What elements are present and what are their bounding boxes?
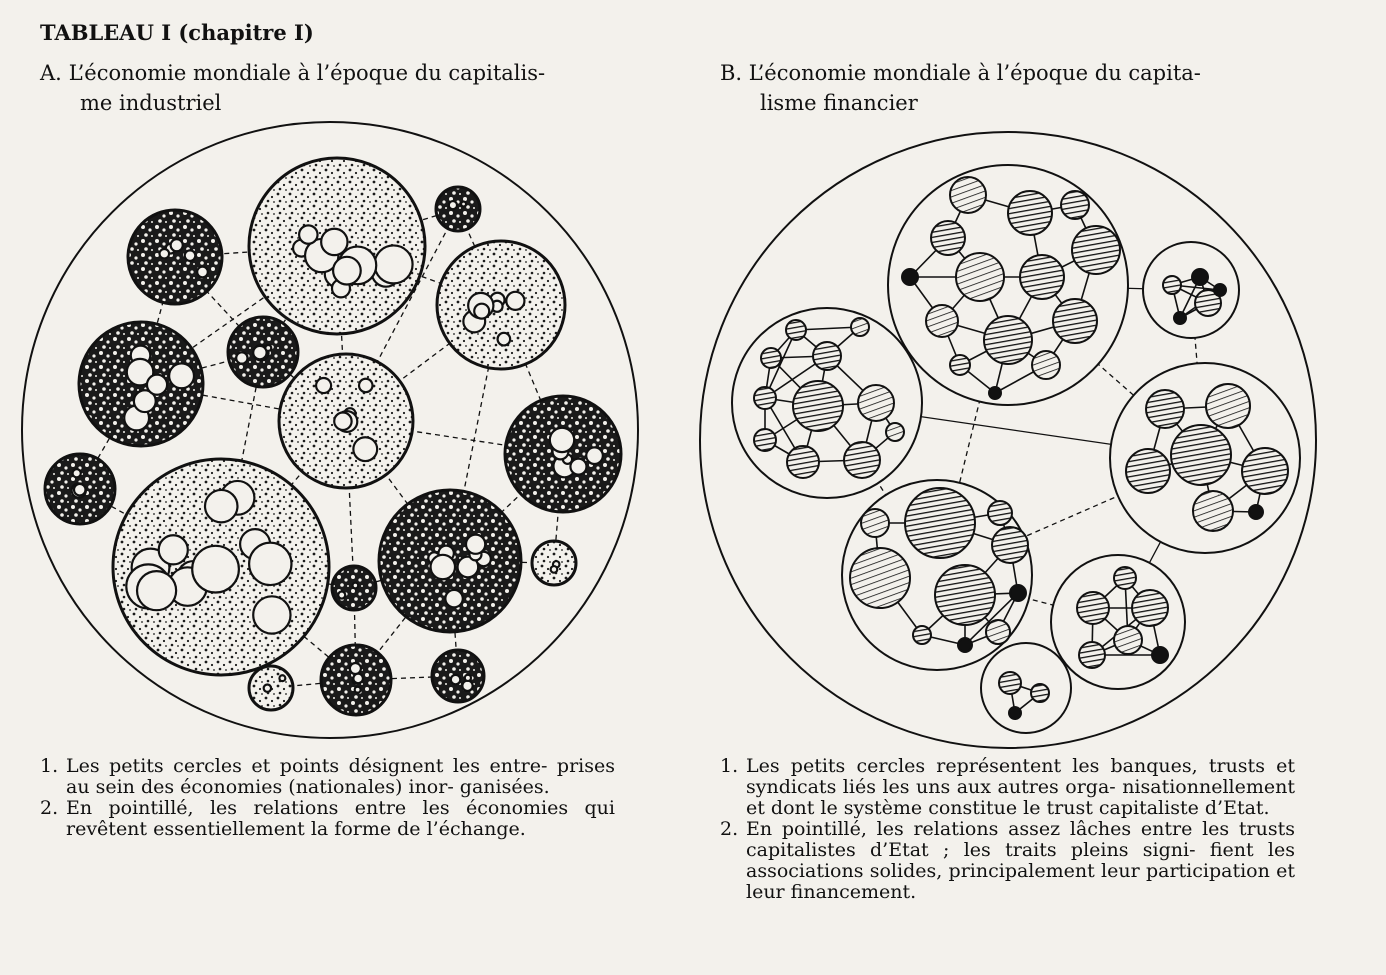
enterprise: [570, 459, 586, 475]
national-economy: [505, 396, 621, 512]
panel-a-heading-line1: L’économie mondiale à l’époque du capitalis-: [68, 61, 546, 85]
panel-a-heading-line2: me industriel: [80, 91, 222, 115]
enterprise: [253, 596, 290, 633]
enterprise: [279, 675, 285, 681]
bank-or-trust: [988, 501, 1012, 525]
enterprise: [466, 535, 485, 554]
note-item: [40, 798, 615, 840]
enterprise: [465, 675, 471, 681]
bank-or-trust: [992, 527, 1028, 563]
bank-or-trust: [1171, 425, 1231, 485]
bank-or-trust: [850, 548, 910, 608]
enterprise: [333, 257, 361, 285]
panel-b-letter: B.: [720, 61, 743, 85]
enterprise: [550, 428, 574, 452]
bank-or-trust: [1072, 226, 1120, 274]
note-text: En pointillé, les relations entre les économies qui revêtent essentiellement la forme de l’échange.: [66, 797, 615, 840]
bank-or-trust: [1132, 590, 1168, 626]
note-item: [720, 819, 1295, 903]
panel-a-notes: [40, 756, 615, 840]
enterprise: [359, 379, 372, 392]
enterprise: [449, 201, 457, 209]
enterprise: [147, 375, 167, 395]
bank-or-trust: [786, 320, 806, 340]
bank-or-trust: [1032, 351, 1060, 379]
national-economy: [436, 187, 480, 231]
bank-or-trust: [1031, 684, 1049, 702]
bank-or-trust: [956, 253, 1004, 301]
bank-or-trust: [986, 620, 1010, 644]
bank-or-trust: [1214, 284, 1226, 296]
national-economy: [279, 354, 413, 488]
bank-or-trust: [858, 385, 894, 421]
national-economy: [128, 210, 222, 304]
bank-or-trust: [1193, 491, 1233, 531]
enterprise: [334, 413, 351, 430]
note-number: 2.: [720, 818, 739, 840]
diagram-industrial-capitalism: [0, 0, 693, 750]
diagram-financial-capitalism: [693, 0, 1386, 750]
national-economy: [532, 541, 576, 585]
note-number: 2.: [40, 797, 59, 819]
bank-or-trust: [958, 638, 972, 652]
bank-or-trust: [1053, 299, 1097, 343]
state-capitalist-trust: [1051, 555, 1185, 689]
bank-or-trust: [950, 177, 986, 213]
enterprise: [316, 378, 331, 393]
bank-or-trust: [1206, 384, 1250, 428]
enterprise: [205, 490, 237, 522]
enterprise: [353, 583, 359, 589]
enterprise: [498, 333, 511, 346]
bank-or-trust: [1009, 707, 1021, 719]
enterprise: [506, 292, 524, 310]
enterprise: [265, 345, 271, 351]
enterprise: [353, 437, 377, 461]
bank-or-trust: [1114, 567, 1136, 589]
note-item: [40, 756, 615, 798]
bank-or-trust: [754, 429, 776, 451]
bank-or-trust: [1114, 626, 1142, 654]
panel-a-letter: A.: [40, 61, 62, 85]
enterprise: [375, 245, 413, 283]
state-capitalist-trust: [842, 480, 1032, 670]
state-capitalist-trust: [1110, 363, 1300, 553]
national-economy: [332, 566, 376, 610]
bank-or-trust: [1020, 255, 1064, 299]
bank-or-trust: [844, 442, 880, 478]
panel-b-heading-line2: lisme financier: [760, 91, 918, 115]
enterprise: [551, 566, 558, 573]
bank-or-trust: [926, 305, 958, 337]
note-text: Les petits cercles et points désignent les entre- prises au sein des économies (nationales) inor- ganisées.: [66, 755, 615, 798]
bank-or-trust: [1008, 191, 1052, 235]
bank-or-trust: [1152, 647, 1168, 663]
enterprise: [355, 687, 361, 693]
national-economy: [228, 317, 298, 387]
bank-or-trust: [851, 318, 869, 336]
enterprise: [451, 675, 460, 684]
bank-or-trust: [1249, 505, 1263, 519]
state-capitalist-trust: [732, 308, 922, 498]
bank-or-trust: [1010, 585, 1026, 601]
bank-or-trust: [989, 387, 1001, 399]
national-economy: [113, 459, 329, 675]
enterprise: [159, 535, 188, 564]
bank-or-trust: [999, 672, 1021, 694]
note-number: 1.: [720, 755, 739, 777]
state-capitalist-trust: [888, 165, 1128, 405]
enterprise: [431, 555, 455, 579]
note-text: En pointillé, les relations assez lâches entre les trusts capitalistes d’Etat ; les traits pleins signi- fient les associations solides, principalement leur participation et leur financement.: [746, 818, 1295, 903]
enterprise: [73, 469, 81, 477]
national-economy: [379, 490, 521, 632]
national-economy: [79, 322, 203, 446]
bank-or-trust: [931, 221, 965, 255]
enterprise: [192, 546, 239, 593]
note-number: 1.: [40, 755, 59, 777]
enterprise: [236, 352, 247, 363]
bank-or-trust: [761, 348, 781, 368]
bank-or-trust: [905, 488, 975, 558]
enterprise: [197, 267, 208, 278]
panel-b-heading-line1: L’économie mondiale à l’époque du capita-: [748, 61, 1201, 85]
enterprise: [445, 590, 462, 607]
page-title: TABLEAU I (chapitre I): [40, 20, 314, 45]
bank-or-trust: [1146, 390, 1184, 428]
national-economy: [437, 241, 565, 369]
enterprise: [249, 543, 291, 585]
national-economy: [321, 645, 391, 715]
bank-or-trust: [902, 269, 918, 285]
enterprise: [474, 304, 489, 319]
bank-or-trust: [935, 565, 995, 625]
bank-or-trust: [984, 316, 1032, 364]
bank-or-trust: [1061, 191, 1089, 219]
enterprise: [160, 249, 170, 259]
bank-or-trust: [1242, 448, 1288, 494]
bank-or-trust: [1077, 592, 1109, 624]
state-capitalist-trust: [981, 643, 1071, 733]
national-economy: [249, 158, 425, 334]
bank-or-trust: [1163, 276, 1181, 294]
enterprise: [137, 571, 176, 610]
bank-or-trust: [787, 446, 819, 478]
enterprise: [171, 239, 183, 251]
enterprise: [586, 447, 603, 464]
enterprise: [185, 250, 196, 261]
enterprise: [350, 663, 361, 674]
national-economy: [432, 650, 484, 702]
bank-or-trust: [861, 509, 889, 537]
note-item: [720, 756, 1295, 819]
bank-or-trust: [793, 381, 843, 431]
enterprise: [461, 202, 466, 207]
state-capitalist-trust: [1143, 242, 1239, 338]
bank-or-trust: [754, 387, 776, 409]
note-text: Les petits cercles représentent les banques, trusts et syndicats liés les uns aux autres orga- nisationnellement et dont le système constitue le trust capitaliste d’Etat.: [746, 755, 1295, 819]
enterprise: [264, 684, 271, 691]
national-economy: [249, 666, 293, 710]
enterprise: [462, 681, 472, 691]
bank-or-trust: [950, 355, 970, 375]
bank-or-trust: [1126, 449, 1170, 493]
bank-or-trust: [913, 626, 931, 644]
bank-or-trust: [1079, 642, 1105, 668]
enterprise: [169, 363, 194, 388]
enterprise: [74, 484, 85, 495]
bank-or-trust: [1192, 269, 1208, 285]
enterprise: [353, 674, 363, 684]
enterprise: [338, 592, 345, 599]
bank-or-trust: [1174, 312, 1186, 324]
bank-or-trust: [886, 423, 904, 441]
panel-b-notes: [720, 756, 1295, 903]
enterprise: [299, 225, 317, 243]
bank-or-trust: [813, 342, 841, 370]
national-economy: [45, 454, 115, 524]
